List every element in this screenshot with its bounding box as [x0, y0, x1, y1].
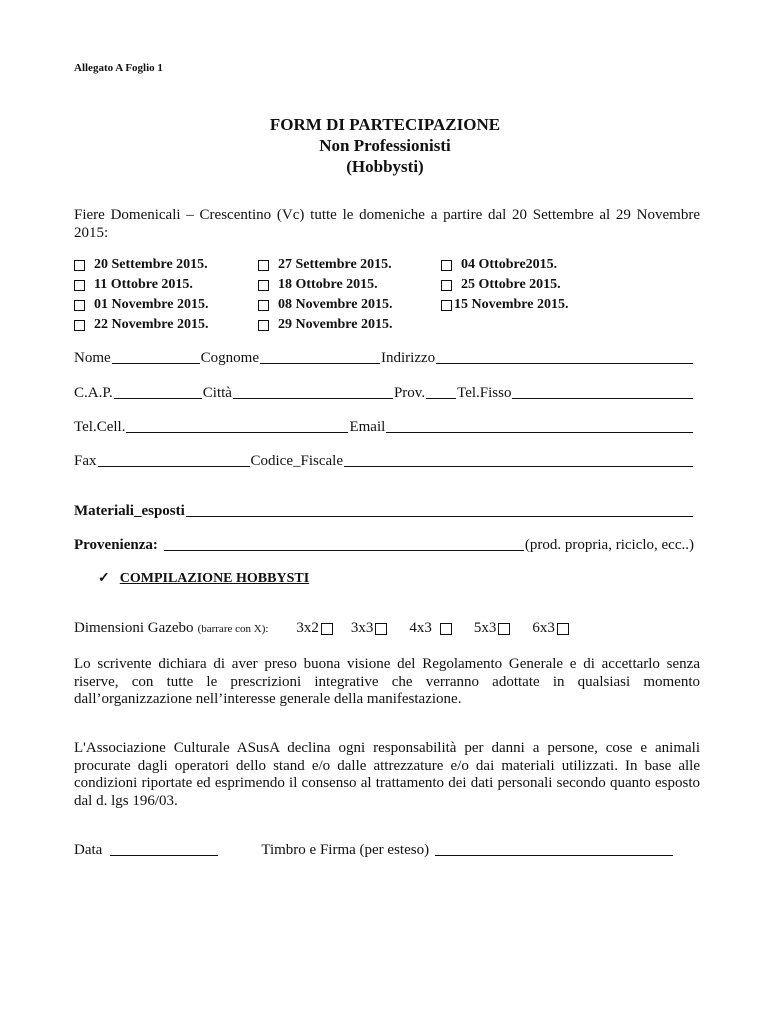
provenienza-label: Provenienza: — [74, 537, 158, 553]
row-fax — [74, 453, 694, 470]
tel-fisso-field[interactable] — [512, 386, 693, 399]
date-option[interactable] — [74, 317, 208, 333]
form-title: FORM DI PARTECIPAZIONE — [269, 115, 501, 134]
prov-label: Prov. — [393, 385, 426, 401]
date-label: 29 Novembre 2015. — [278, 317, 393, 332]
checkbox[interactable] — [74, 260, 85, 271]
checkbox[interactable] — [375, 623, 387, 635]
tel-cell-field[interactable] — [126, 420, 348, 433]
check-icon: ✓ — [98, 571, 110, 586]
date-label: 25 Ottobre 2015. — [461, 277, 561, 292]
date-option[interactable] — [74, 277, 193, 293]
gazebo-option-label: 5x3 — [473, 620, 497, 636]
form-subtitle-hobbysti: (Hobbysti) — [346, 157, 424, 176]
date-option[interactable] — [441, 277, 561, 293]
firma-label: Timbro e Firma (per esteso) — [261, 842, 430, 858]
date-option[interactable] — [74, 257, 208, 273]
checkbox[interactable] — [498, 623, 510, 635]
date-option[interactable] — [258, 297, 392, 313]
checkbox[interactable] — [441, 300, 452, 311]
provenienza-note: (prod. propria, riciclo, ecc..) — [524, 537, 694, 553]
date-label: 04 Ottobre2015. — [461, 257, 558, 272]
citta-field[interactable] — [233, 386, 393, 399]
section-heading — [98, 570, 309, 587]
date-label: 18 Ottobre 2015. — [278, 277, 378, 292]
provenienza-field[interactable] — [164, 538, 524, 551]
firma-field[interactable] — [435, 843, 673, 856]
date-option[interactable] — [258, 317, 392, 333]
declaration-text: Lo scrivente dichiara di aver preso buona visione del Regolamento Generale e di accettarlo senza riserve, con tutte le prescrizioni integrative che verranno adottate in qualsiasi momento dall’organizzazione nell’interesse generale della manifestazione. — [74, 656, 700, 707]
gazebo-option-4x3[interactable] — [409, 620, 452, 637]
row-nome — [74, 350, 694, 367]
gazebo-note: (barrare con X): — [197, 622, 269, 635]
checkbox[interactable] — [440, 623, 452, 635]
data-field[interactable] — [110, 843, 218, 856]
date-option[interactable] — [441, 297, 568, 313]
date-option[interactable] — [258, 277, 378, 293]
gazebo-option-5x3[interactable] — [474, 620, 511, 637]
checkbox[interactable] — [258, 260, 269, 271]
materiali-field[interactable] — [186, 504, 693, 517]
date-label: 22 Novembre 2015. — [94, 317, 209, 332]
row-materiali — [74, 503, 694, 520]
row-provenienza — [74, 537, 694, 554]
checkbox[interactable] — [74, 300, 85, 311]
checkbox[interactable] — [441, 280, 452, 291]
citta-label: Città — [202, 385, 232, 401]
gazebo-option-label: 6x3 — [532, 620, 555, 636]
cap-label: C.A.P. — [74, 385, 113, 401]
codice-fiscale-field[interactable] — [344, 454, 693, 467]
data-label: Data — [74, 842, 103, 858]
gazebo-option-3x2[interactable] — [296, 620, 333, 637]
fax-label: Fax — [74, 453, 97, 469]
section-heading-label: COMPILAZIONE HOBBYSTI — [119, 570, 310, 586]
email-field[interactable] — [386, 420, 693, 433]
date-label: 11 Ottobre 2015. — [94, 277, 193, 292]
gazebo-option-label: 3x2 — [296, 620, 319, 636]
cognome-label: Cognome — [200, 350, 260, 366]
row-telcell — [74, 419, 694, 436]
date-label: 08 Novembre 2015. — [278, 297, 393, 312]
materiali-label: Materiali_esposti — [74, 503, 185, 519]
gazebo-option-6x3[interactable] — [532, 620, 569, 637]
gazebo-label: Dimensioni Gazebo — [74, 620, 194, 636]
checkbox[interactable] — [74, 320, 85, 331]
intro-text: Fiere Domenicali – Crescentino (Vc) tutte le domeniche a partire dal 20 Settembre al 29 Novembre 2015: — [74, 207, 700, 241]
form-subtitle: Non Professionisti — [319, 136, 451, 155]
checkbox[interactable] — [258, 280, 269, 291]
disclaimer-text: L'Associazione Culturale ASusA declina ogni responsabilità per danni a persone, cose e animali procurate dagli operatori dello stand e/o dalle attrezzature e/o dai materiali utilizzati. In base alle condizioni riportate ed esprimendo il consenso al trattamento dei dati personali secondo quanto esposto dal d. lgs 196/03. — [74, 740, 700, 809]
gazebo-row — [74, 620, 569, 637]
date-option[interactable] — [74, 297, 208, 313]
nome-field[interactable] — [112, 351, 200, 364]
checkbox[interactable] — [258, 300, 269, 311]
date-option[interactable] — [441, 257, 557, 273]
checkbox[interactable] — [557, 623, 569, 635]
tel-fisso-label: Tel.Fisso — [457, 385, 512, 401]
nome-label: Nome — [74, 350, 111, 366]
signature-row — [74, 842, 674, 859]
row-cap — [74, 385, 694, 402]
codice-fiscale-label: Codice_Fiscale — [250, 453, 343, 469]
checkbox[interactable] — [74, 280, 85, 291]
email-label: Email — [349, 419, 386, 435]
indirizzo-label: Indirizzo — [381, 350, 436, 366]
date-label: 15 Novembre 2015. — [454, 297, 569, 312]
checkbox[interactable] — [321, 623, 333, 635]
tel-cell-label: Tel.Cell. — [74, 419, 126, 435]
cognome-field[interactable] — [260, 351, 380, 364]
prov-field[interactable] — [426, 386, 456, 399]
date-label: 27 Settembre 2015. — [278, 257, 392, 272]
gazebo-option-label: 3x3 — [350, 620, 374, 636]
checkbox[interactable] — [441, 260, 452, 271]
checkbox[interactable] — [258, 320, 269, 331]
date-label: 01 Novembre 2015. — [94, 297, 209, 312]
gazebo-option-3x3[interactable] — [351, 620, 388, 637]
date-label: 20 Settembre 2015. — [94, 257, 208, 272]
gazebo-option-label: 4x3 — [409, 620, 432, 636]
date-option[interactable] — [258, 257, 392, 273]
fax-field[interactable] — [98, 454, 250, 467]
indirizzo-field[interactable] — [436, 351, 693, 364]
header-note: Allegato A Foglio 1 — [74, 62, 163, 74]
cap-field[interactable] — [114, 386, 202, 399]
